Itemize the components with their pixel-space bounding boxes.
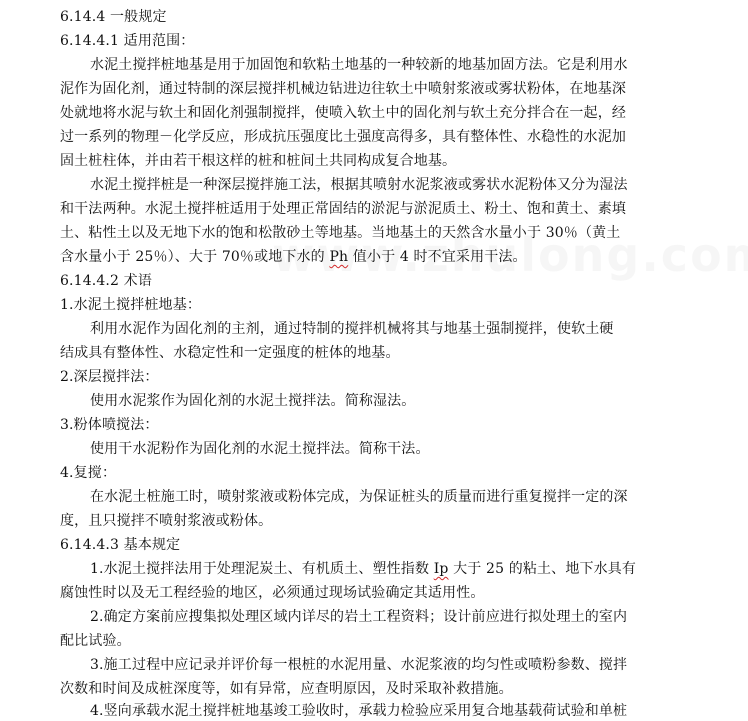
paragraph-line: 处就地将水泥与软土和固化剂强制搅拌，使喷入软土中的固化剂与软土充分拌合在一起，经 [60,105,626,121]
paragraph-line [60,247,527,267]
term-heading: 1.水泥土搅拌桩地基： [60,297,202,313]
paragraph-line [90,559,636,579]
paragraph-line: 使用干水泥粉作为固化剂的水泥土搅拌法。简称干法。 [90,441,430,457]
paragraph-line: 和干法两种。水泥土搅拌桩适用于处理正常固结的淤泥与淤泥质土、粉土、饱和黄土、素填 [60,201,626,217]
paragraph-line: 使用水泥浆作为固化剂的水泥土搅拌法。简称湿法。 [90,393,416,409]
subsection-heading: 6.14.4.1 适用范围： [60,33,195,49]
term-heading: 3.粉体喷搅法： [60,417,159,433]
paragraph-line: 固土桩柱体，并由若干根这样的桩和桩间土共同构成复合地基。 [60,153,457,169]
paragraph-line: 配比试验。 [60,633,131,649]
subsection-heading: 6.14.4.2 术语 [60,273,152,289]
text-run: 大于 25 的粘土、地下水具有 [448,561,637,577]
paragraph-line: 水泥土搅拌桩地基是用于加固饱和软粘土地基的一种较新的地基加固方法。它是利用水 [90,57,628,73]
paragraph-line: 土、粘性土以及无地下水的饱和松散砂土等地基。当地基土的天然含水量小于 30％（黄土 [60,225,621,241]
paragraph-line: 2.确定方案前应搜集拟处理区域内详尽的岩土工程资料；设计前应进行拟处理土的室内 [90,609,628,625]
text-run: 1.水泥土搅拌法用于处理泥炭土、有机质土、塑性指数 [90,561,434,577]
paragraph-line: 度，且只搅拌不喷射浆液或粉体。 [60,513,273,529]
paragraph-line: 在水泥土桩施工时，喷射浆液或粉体完成，为保证桩头的质量而进行重复搅拌一定的深 [90,489,628,505]
paragraph-line: 3.施工过程中应记录并评价每一根桩的水泥用量、水泥浆液的均匀性或喷粉参数、搅拌 [90,657,628,673]
paragraph-line: 泥作为固化剂，通过特制的深层搅拌机械边钻进边往软土中喷射浆液或雾状粉体，在地基深 [60,81,626,97]
paragraph-line: 水泥土搅拌桩是一种深层搅拌施工法，根据其喷射水泥浆液或雾状水泥粉体又分为湿法 [90,177,628,193]
paragraph-line: 过一系列的物理－化学反应，形成抗压强度比土强度高得多，具有整体性、水稳性的水泥加 [60,129,626,145]
subsection-heading: 6.14.4.3 基本规定 [60,537,181,553]
spellcheck-term: Ph [329,249,349,265]
spellcheck-term: Ip [433,561,449,577]
paragraph-line: 利用水泥作为固化剂的主剂，通过特制的搅拌机械将其与地基土强制搅拌，使软土硬 [90,321,614,337]
paragraph-line: 腐蚀性时以及无工程经验的地区，必须通过现场试验确定其适用性。 [60,585,485,601]
paragraph-line: 结成具有整体性、水稳定性和一定强度的桩体的地基。 [60,345,400,361]
paragraph-line: 4.竖向承载水泥土搅拌桩地基竣工验收时，承载力检验应采用复合地基载荷试验和单桩 [90,703,628,719]
paragraph-line: 次数和时间及成桩深度等，如有异常，应查明原因，及时采取补救措施。 [60,681,513,697]
term-heading: 2.深层搅拌法： [60,369,159,385]
text-run: 值小于 4 时不宜采用干法。 [348,249,527,265]
section-heading: 6.14.4 一般规定 [60,9,167,25]
term-heading: 4.复搅： [60,465,117,481]
text-run: 含水量小于 25％）、大于 70％或地下水的 [60,249,330,265]
